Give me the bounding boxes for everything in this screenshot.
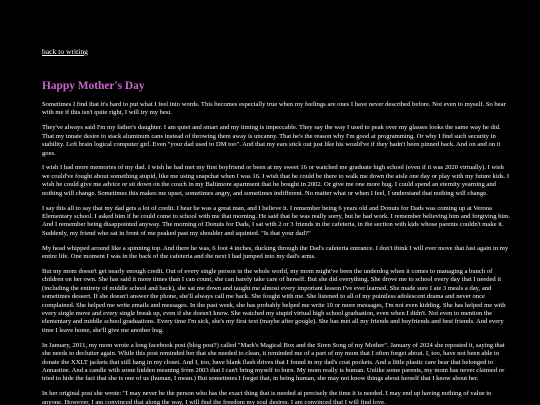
- post-body: [42, 101, 512, 405]
- post-title: Happy Mother's Day: [42, 80, 145, 92]
- post-paragraph: My head whipped around like a spinning top. And there he was, 6 foot 4 inches, ducking through the Dad's cafeteria entrance. I don't think I will ever move that fast again in my entire life. One moment I was in the back of the cafeteria and the next I had jumped into my dad's arms.: [42, 244, 509, 261]
- post-paragraph: I wish I had more memories of my dad. I wish he had met my first boyfriend or been at my sweet 16 or watched me graduate high school (even if it was 2020 virtually). I wish we could've fought about something stupid, like me using snapchat when I was 16. I wish that he could be there to walk me down the aisle one day or play with my future kids. I wish he could give me advice or sit down on the couch in my Baltimore apartment that he bought in 2002. Or give me one more hug. I could spend an eternity yearning and nothing will change. Sometimes this makes me upset, sometimes angry, and sometimes indifferent. No matter what or when I feel, I understand that nothing will change.: [42, 164, 510, 197]
- post-paragraph: In her original post she wrote: "I may never be the person who has the exact thing that is needed at precisely the time it is needed. I may end up having nothing of value to anyone. However, I am convinced that along the way, I will find the freedom my soul desires. I am convinced that I will find love.: [42, 390, 492, 405]
- post-paragraph: In January, 2011, my mom wrote a long facebook post (blog post?) called "Mark's Magical Box and the Siren Song of my Mother". January of 2024 she reposted it, saying that she needs to declutter again. While this post reminded her that she needed to clean, it reminded me of a part of my mom that I often forget about. I, too, have not been able to donate the XXLT jackets that still hang in my closet. And I, too, have blank flash drives that I found in my dad's coat pockets. And a little plastic care bear that belonged to Annastine. And a candle with some hidden meaning from 2003 that I can't bring myself to burn. My mom really is human. Unlike some parents, my mom has never claimed or tried to hide the fact that she is one of us (human, I mean.) But sometimes I forget that, in being human, she may not know things about herself that I know about her.: [42, 341, 505, 383]
- back-to-writing-link[interactable]: back to writing: [42, 47, 88, 56]
- post-paragraph: Sometimes I find that it's hard to put what I feel into words. This becomes especially true when my feelings are ones I have never described before. Not even to myself. So bear with me if this isn't quite right, I will try my best.: [42, 101, 506, 117]
- post-paragraph: I say this all to say that my dad gets a lot of credit. I hear he was a great man, and I believe it. I remember being 6 years old and Donuts for Dads was coming up at Verona Elementary school. I asked him if he could come to school with me that morning. He said that he was really sorry, but he had work. I remember believing him and forgiving him. And I remember being disappointed anyway. The morning of Donuts for Dads, I sat with 2 or 3 friends in the cafeteria, in the section with kids whose parents couldn't make it. Suddenly, my friend who sat in front of me peaked past my shoulder and squinted. "Is that your dad?": [42, 204, 511, 237]
- post-paragraph: They've always said I'm my father's daughter. I am quiet and smart and my timing is impeccable. They say the way I used to peak over my glasses looks the same way he did. That my innate desire to stack aluminum cans instead of throwing them away is uncanny. That he's the reason why I'm good at programming. Or why I find such security in stability. Left brain logical computer girl. Even "your dad used to DM too". And that my ears stick out just like his would've if they hadn't been pinned back. And on and on it goes.: [42, 124, 501, 157]
- page-container: [42, 41, 512, 405]
- post-paragraph: But my mom doesn't get nearly enough credit. Out of every single person in the whole world, my mom might've been the underdog when it comes to managing a bunch of children on her own. She has said it more times than I can count, she can barely take care of herself. But she did everything. She drove me to school every day that I needed it (including the entirety of middle school and back), she sat me down and taught me almost every important lesson I've ever learned. She made sure I ate 3 meals a day, and sometimes dessert. If she doesn't answer the phone, she'll always call me back. She fought with me. She listened to all of my pointless adolescent drama and never once complained. She helped me write emails and messages. In the past week, she has probably helped me write 10 or more messages, I'm not even kidding. She has helped me with every single move and every single break up, even if she doesn't know. She watched my stupid virtual high school graduation, even when I didn't. Not even to mention the elementary and middle school graduations. Every time I'm sick, she's my first text (maybe after google). She has met all my friends and boyfriends and best friends. And every time I leave home, she'll give me another hug.: [42, 268, 506, 334]
